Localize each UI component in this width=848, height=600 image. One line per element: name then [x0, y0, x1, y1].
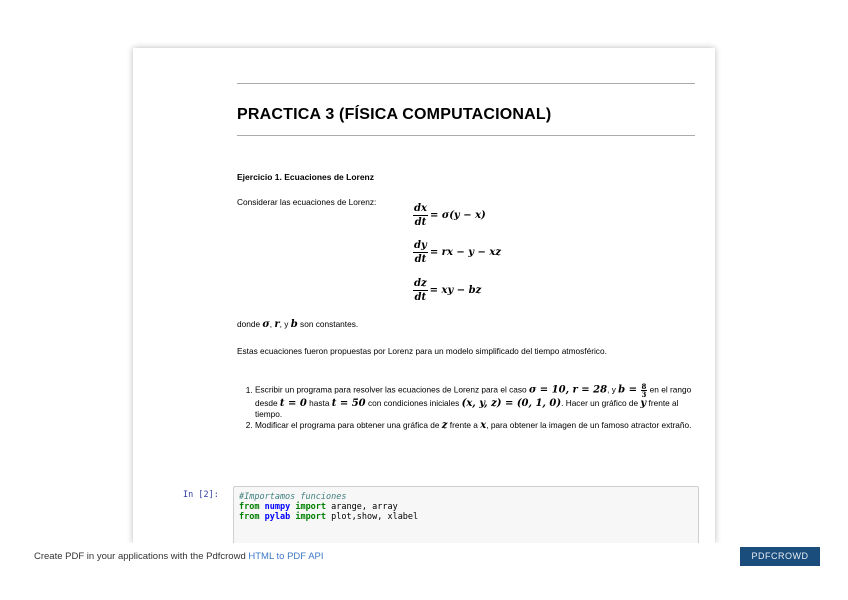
equation-dy: $\frac{dy}{dt}$ = rx − y − xz: [414, 240, 502, 265]
notebook-page: [133, 48, 715, 543]
intro-text: Considerar las ecuaciones de Lorenz:: [237, 197, 377, 207]
code-comment: #Importamos funciones: [239, 492, 347, 502]
fraction-8-3: $\frac{8}{3}$: [641, 382, 647, 399]
lorenz-paragraph: Estas ecuaciones fueron propuestas por Lorenz para un modelo simplificado del tiempo atmosférico.: [237, 346, 607, 356]
task-item-2: 2. Modificar el programa para obtener una gráfica de z frente a x, para obtener la imagen de un famoso atractor extraño.: [255, 420, 693, 431]
constants-text: donde σ, r, y b son constantes.: [237, 319, 359, 330]
title-divider: [237, 135, 695, 136]
pdf-footer-bar: [0, 543, 848, 570]
equation-dx: $\frac{dx}{dt}$ = σ(y − x): [414, 203, 486, 228]
exercise-heading: Ejercicio 1. Ecuaciones de Lorenz: [237, 172, 374, 182]
task-list: [237, 383, 693, 431]
top-divider: [237, 83, 695, 84]
equation-dz: $\frac{dz}{dt}$ = xy − bz: [414, 278, 482, 303]
footer-text: Create PDF in your applications with the Pdfcrowd HTML to PDF API: [34, 551, 324, 562]
code-editor[interactable]: #Importamos funciones from numpy import arange, array from pylab import plot,show, xlabel: [239, 492, 419, 522]
code-cell[interactable]: [233, 486, 699, 543]
html-to-pdf-link[interactable]: HTML to PDF API: [248, 551, 324, 562]
pdfcrowd-badge[interactable]: PDFCROWD: [740, 547, 820, 566]
notebook-title: PRACTICA 3 (FÍSICA COMPUTACIONAL): [237, 106, 552, 123]
task-item-1: 1. Escribir un programa para resolver las ecuaciones de Lorenz para el caso σ = 10, r = 28, y b = $\frac{8}{3}$ en el rango desde t = 0 hasta t = 50 con condiciones iniciales (x, y, z) = (0, 1, 0). Hacer un gráfico de y frente al tiempo.: [255, 383, 693, 420]
cell-prompt: In [2]:: [183, 490, 219, 500]
